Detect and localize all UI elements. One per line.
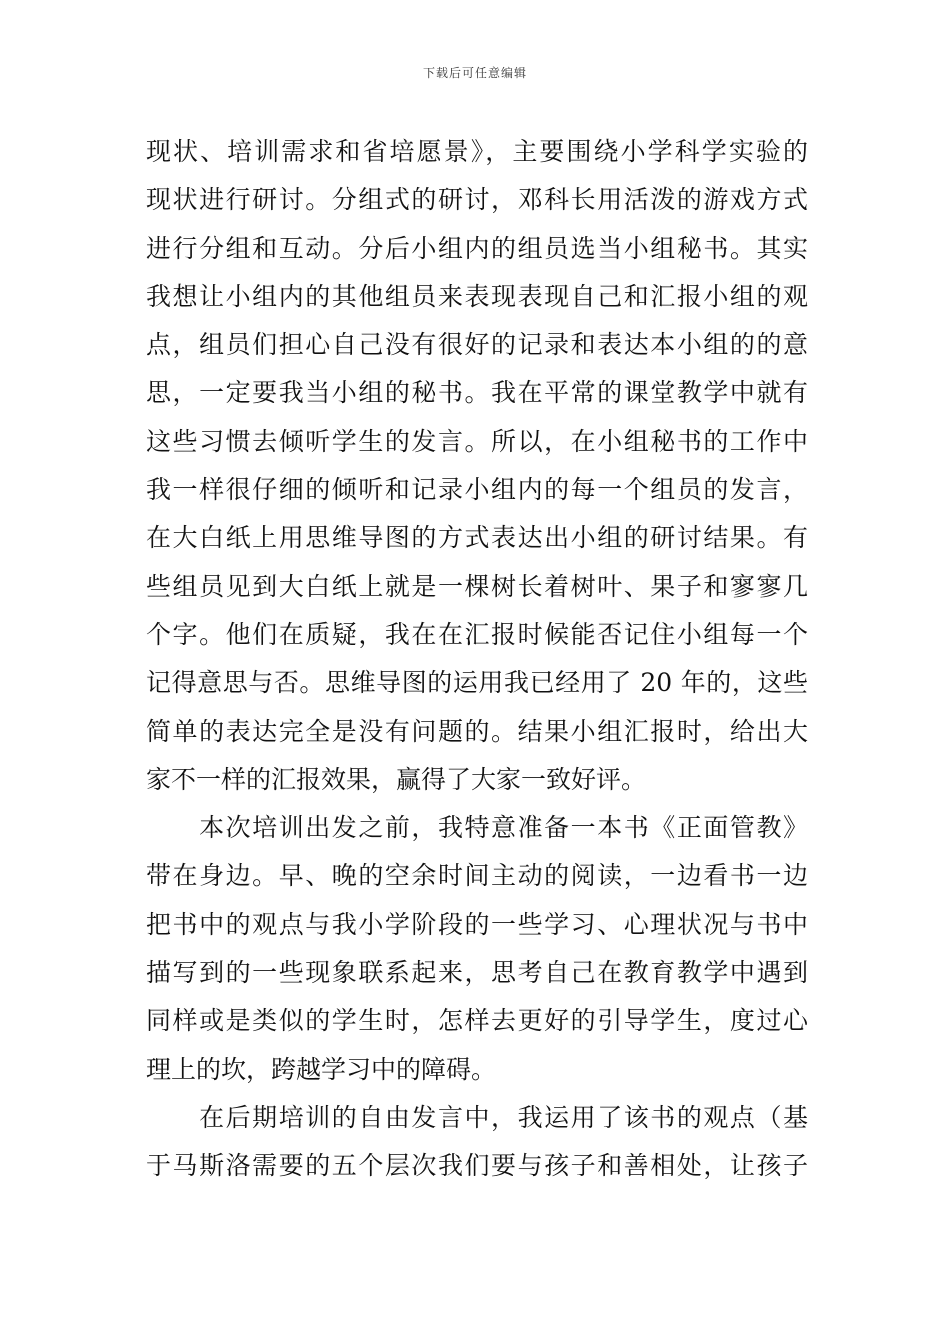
text-line: 简单的表达完全是没有问题的。结果小组汇报时，给出大	[146, 716, 808, 746]
text-line: 理上的坎，跨越学习中的障碍。	[146, 1054, 497, 1084]
text-line: 描写到的一些现象联系起来，思考自己在教育教学中遇到	[146, 958, 808, 988]
text-line: 我一样很仔细的倾听和记录小组内的每一个组员的发言，	[146, 475, 808, 505]
text-line: 把书中的观点与我小学阶段的一些学习、心理状况与书中	[146, 909, 808, 939]
paragraph	[146, 128, 808, 804]
text-line: 于马斯洛需要的五个层次我们要与孩子和善相处，让孩子	[146, 1151, 808, 1181]
text-line: 本次培训出发之前，我特意准备一本书《正面管教》	[146, 813, 808, 843]
text-line: 现状进行研讨。分组式的研讨，邓科长用活泼的游戏方式	[146, 185, 808, 215]
text-line: 点，组员们担心自己没有很好的记录和表达本小组的的意	[146, 330, 808, 360]
text-line: 现状、培训需求和省培愿景》，主要围绕小学科学实验的	[146, 137, 808, 166]
text-line: 个字。他们在质疑，我在在汇报时候能否记住小组每一个	[146, 619, 808, 649]
text-line: 记得意思与否。思维导图的运用我已经用了 20 年的，这些	[146, 668, 808, 698]
header-note: 下载后可任意编辑	[422, 66, 527, 80]
text-line: 些组员见到大白纸上就是一棵树长着树叶、果子和寥寥几	[146, 571, 808, 601]
text-line: 进行分组和互动。分后小组内的组员选当小组秘书。其实	[146, 233, 808, 263]
text-line: 我想让小组内的其他组员来表现表现自己和汇报小组的观	[146, 281, 808, 311]
paragraph	[146, 1094, 808, 1191]
text-line: 家不一样的汇报效果，赢得了大家一致好评。	[146, 764, 647, 794]
paragraph	[146, 804, 808, 1094]
text-line: 带在身边。早、晚的空余时间主动的阅读，一边看书一边	[146, 861, 808, 891]
text-line: 在大白纸上用思维导图的方式表达出小组的研讨结果。有	[146, 523, 808, 553]
text-line: 这些习惯去倾听学生的发言。所以，在小组秘书的工作中	[146, 426, 808, 456]
text-line: 同样或是类似的学生时，怎样去更好的引导学生，度过心	[146, 1006, 808, 1036]
text-line: 思，一定要我当小组的秘书。我在平常的课堂教学中就有	[146, 378, 808, 408]
document-body	[146, 128, 808, 1191]
text-line: 在后期培训的自由发言中，我运用了该书的观点（基	[146, 1102, 808, 1132]
